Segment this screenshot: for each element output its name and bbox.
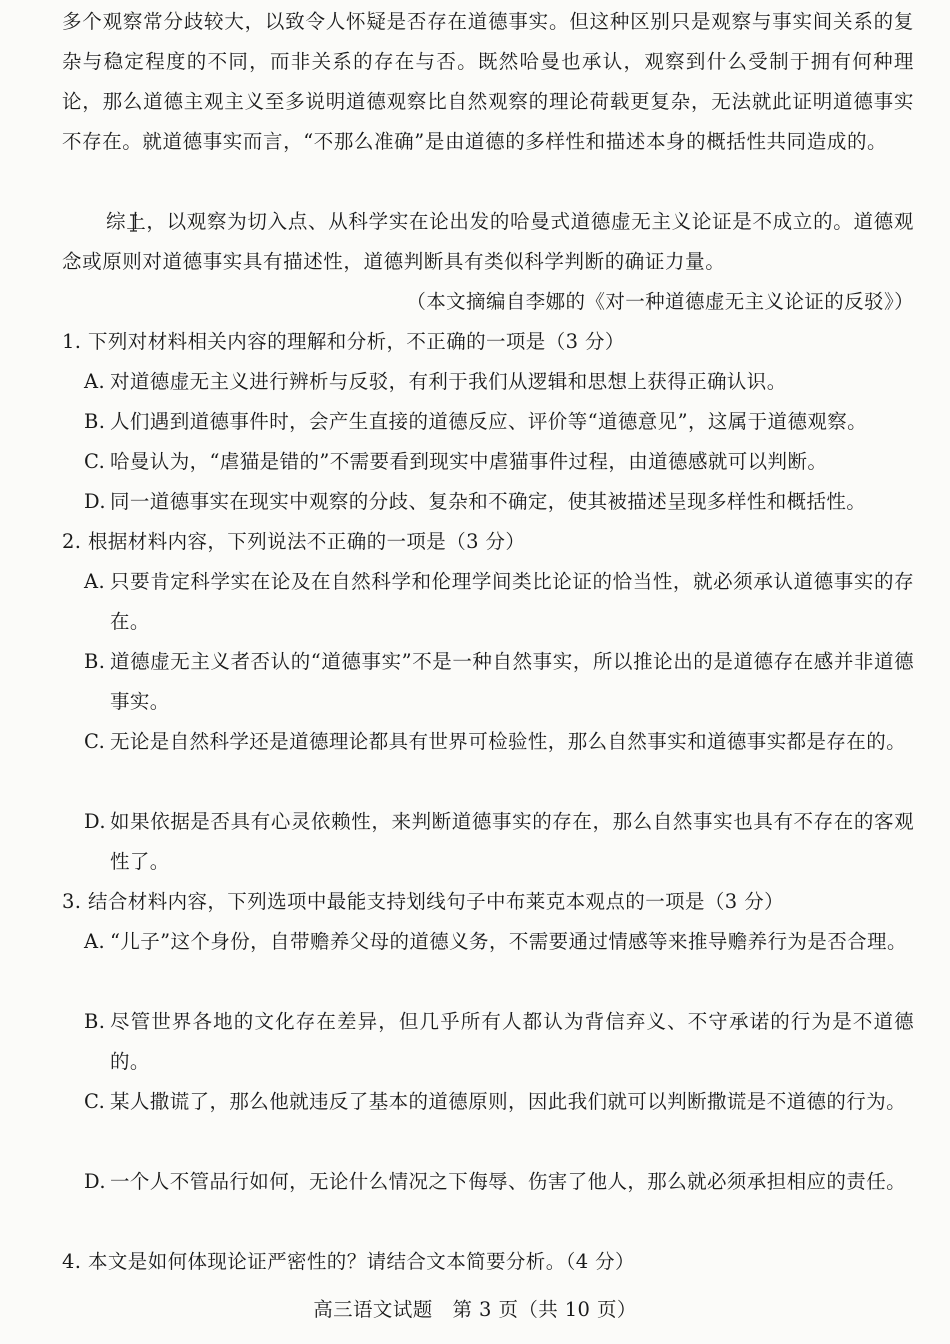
page-footer: 高三语文试题 第 3 页（共 10 页） [313,1298,637,1321]
option-key: C. [84,730,106,753]
option-key: B. [84,410,106,433]
question-2-option-b [84,642,914,722]
question-3-option-a [84,922,914,962]
question-2-option-a [84,562,914,642]
option-text: 尽管世界各地的文化存在差异，但几乎所有人都认为背信弃义、不守承诺的行为是不道德的。 [110,1010,914,1073]
question-1-option-b [84,402,914,442]
option-key: D. [84,810,106,833]
passage-paragraph-2: 综上，以观察为切入点、从科学实在论出发的哈曼式道德虚无主义论证是不成立的。道德观念或原则对道德事实具有描述性，道德判断具有类似科学判断的确证力量。 [62,210,914,273]
question-1-stem: 1. 下列对材料相关内容的理解和分析，不正确的一项是（3 分） [62,330,625,353]
option-key: D. [84,1170,106,1193]
option-text: 同一道德事实在现实中观察的分歧、复杂和不确定，使其被描述呈现多样性和概括性。 [110,490,867,513]
option-key: A. [84,930,106,953]
option-key: C. [84,1090,106,1113]
question-2-option-d [84,802,914,882]
option-key: B. [84,1010,106,1033]
question-3-option-b [84,1002,914,1082]
question-3-option-d [84,1162,914,1202]
option-text: “儿子”这个身份，自带赡养父母的道德义务，不需要通过情感等来推导赡养行为是否合理。 [110,930,907,953]
option-key: D. [84,490,106,513]
question-2-stem: 2. 根据材料内容，下列说法不正确的一项是（3 分） [62,530,526,553]
option-text: 道德虚无主义者否认的“道德事实”不是一种自然事实，所以推论出的是道德存在感并非道德事实。 [110,650,914,713]
option-text: 人们遇到道德事件时，会产生直接的道德反应、评价等“道德意见”，这属于道德观察。 [110,410,868,433]
option-text: 对道德虚无主义进行辨析与反驳，有利于我们从逻辑和思想上获得正确认识。 [110,370,787,393]
option-text: 无论是自然科学还是道德理论都具有世界可检验性，那么自然事实和道德事实都是存在的。 [110,730,907,753]
option-text: 某人撒谎了，那么他就违反了基本的道德原则，因此我们就可以判断撒谎是不道德的行为。 [110,1090,907,1113]
option-key: C. [84,450,106,473]
question-2-option-c [84,722,914,762]
option-key: B. [84,650,106,673]
question-3-option-c [84,1082,914,1122]
passage-paragraph-1: 多个观察常分歧较大，以致令人怀疑是否存在道德事实。但这种区别只是观察与事实间关系的复杂与稳定程度的不同，而非关系的存在与否。既然哈曼也承认，观察到什么受制于拥有何种理论，那么道德主观主义至多说明道德观察比自然观察的理论荷载更复杂，无法就此证明道德事实不存在。就道德事实而言，“不那么准确”是由道德的多样性和描述本身的概括性共同造成的。 [62,10,914,153]
option-text: 一个人不管品行如何，无论什么情况之下侮辱、伤害了他人，那么就必须承担相应的责任。 [110,1170,907,1193]
question-1-option-a [84,362,914,402]
question-3-stem: 3. 结合材料内容，下列选项中最能支持划线句子中布莱克本观点的一项是（3 分） [62,890,785,913]
option-key: A. [84,570,106,593]
option-text: 如果依据是否具有心灵依赖性，来判断道德事实的存在，那么自然事实也具有不存在的客观性了。 [110,810,914,873]
option-text: 只要肯定科学实在论及在自然科学和伦理学间类比论证的恰当性，就必须承认道德事实的存在。 [110,570,914,633]
question-1-option-d [84,482,914,522]
question-4-stem: 4. 本文是如何体现论证严密性的？请结合文本简要分析。（4 分） [62,1250,635,1273]
passage-source: （本文摘编自李娜的《对一种道德虚无主义论证的反驳》） [406,290,914,313]
question-1-option-c [84,442,914,482]
option-key: A. [84,370,106,393]
option-text: 哈曼认为，“虐猫是错的”不需要看到现实中虐猫事件过程，由道德感就可以判断。 [110,450,828,473]
